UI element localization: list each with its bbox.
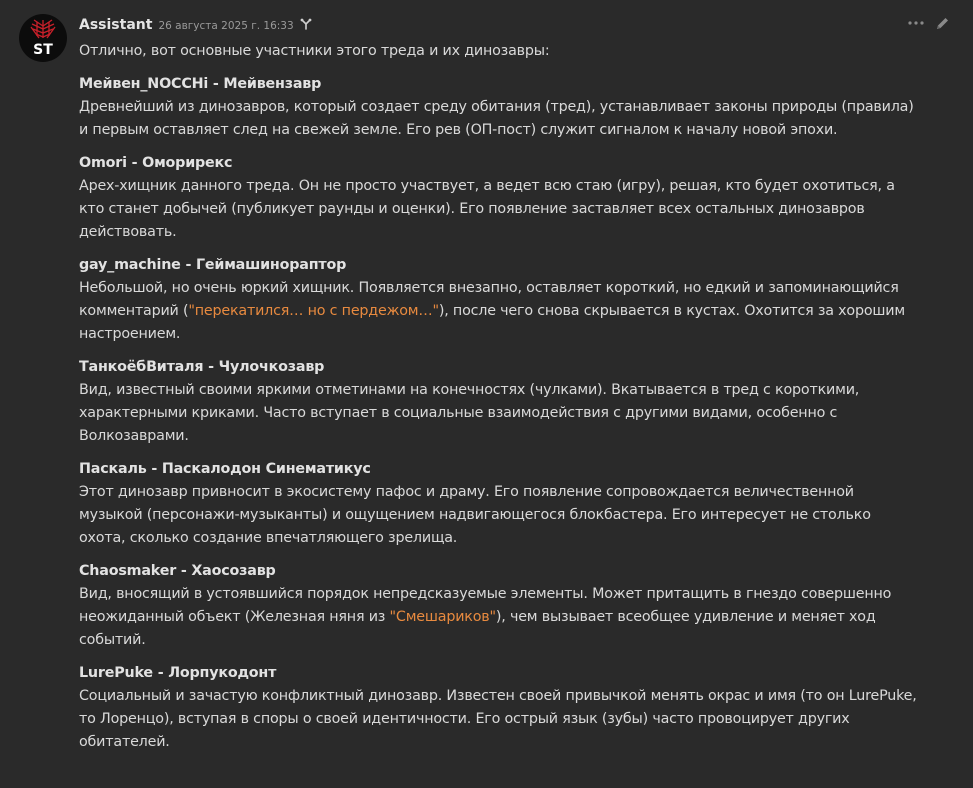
- entry-title: Паскаль - Паскалодон Синематикус: [79, 461, 371, 477]
- list-item: [79, 458, 919, 550]
- avatar-logo-icon: [19, 14, 67, 62]
- message-actions: [907, 14, 951, 32]
- entry-text-part: Вид, вносящий в устоявшийся порядок непредсказуемые элементы. Может притащить в гнездо совершенно неожиданный объект (Железная няня из: [79, 586, 892, 625]
- author-name[interactable]: Assistant: [79, 17, 153, 33]
- entry-text: Древнейший из динозавров, который создает среду обитания (тред), устанавливает законы природы (правила) и первым оставляет след на свежей земле. Его рев (ОП-пост) служит сигналом к началу новой эпохи.: [79, 99, 914, 138]
- list-item: [79, 560, 919, 652]
- entry-text: Вид, известный своими яркими отметинами на конечностях (чулками). Вкатывается в тред с короткими, характерными криками. Часто вступает в социальные взаимодействия с другими видами, особенно с Волкозаврами.: [79, 382, 860, 444]
- highlighted-quote: "Смешариков": [389, 609, 496, 625]
- entry-title: ТанкоёбВиталя - Чулочкозавр: [79, 359, 325, 375]
- entry-text: [79, 277, 919, 346]
- list-item: [79, 73, 919, 142]
- list-item: [79, 152, 919, 244]
- entry-title: LurePuke - Лорпукодонт: [79, 665, 277, 681]
- pencil-icon[interactable]: [933, 14, 951, 32]
- message-intro: Отлично, вот основные участники этого треда и их динозавры:: [79, 43, 550, 59]
- message-header: [79, 14, 312, 33]
- list-item: [79, 662, 919, 754]
- entry-text: [79, 583, 919, 652]
- entry-title: Omori - Оморирекс: [79, 155, 233, 171]
- list-item: [79, 254, 919, 346]
- message-body: [79, 40, 919, 764]
- entry-text: Социальный и зачастую конфликтный динозавр. Известен своей привычкой менять окрас и имя (то он LurePuke, то Лоренцо), вступая в споры о своей идентичности. Его острый язык (зубы) часто провоцирует других обитателей.: [79, 688, 917, 750]
- entry-text-part: ), после чего снова скрывается в кустах. Охотится за хорошим настроением.: [79, 303, 905, 342]
- highlighted-quote: "перекатился… но с пердежом…": [188, 303, 439, 319]
- entry-title: Chaosmaker - Хаосозавр: [79, 563, 276, 579]
- branch-icon[interactable]: [300, 15, 312, 27]
- message-timestamp: 26 августа 2025 г. 16:33: [158, 20, 294, 32]
- entry-text-part: ), чем вызывает всеобщее удивление и меняет ход событий.: [79, 609, 876, 648]
- entry-text-part: Небольшой, но очень юркий хищник. Появляется внезапно, оставляет короткий, но едкий и запоминающийся комментарий (: [79, 280, 899, 319]
- list-item: [79, 356, 919, 448]
- entry-text: Арех-хищник данного треда. Он не просто участвует, а ведет всю стаю (игру), решая, кто будет охотиться, а кто станет добычей (публикует раунды и оценки). Его появление заставляет всех остальных динозавров действовать.: [79, 178, 895, 240]
- entry-title: Мейвен_NOCCHi - Мейвензавр: [79, 76, 322, 92]
- avatar[interactable]: [19, 14, 67, 62]
- avatar-text: ST: [33, 42, 53, 58]
- entry-title: gay_machine - Геймашинораптор: [79, 257, 347, 273]
- more-icon[interactable]: [907, 14, 925, 32]
- entry-text: Этот динозавр привносит в экосистему пафос и драму. Его появление сопровождается величественной музыкой (персонажи-музыканты) и ощущением надвигающегося блокбастера. Его интересует не столько охота, сколько создание впечатляющего зрелища.: [79, 484, 871, 546]
